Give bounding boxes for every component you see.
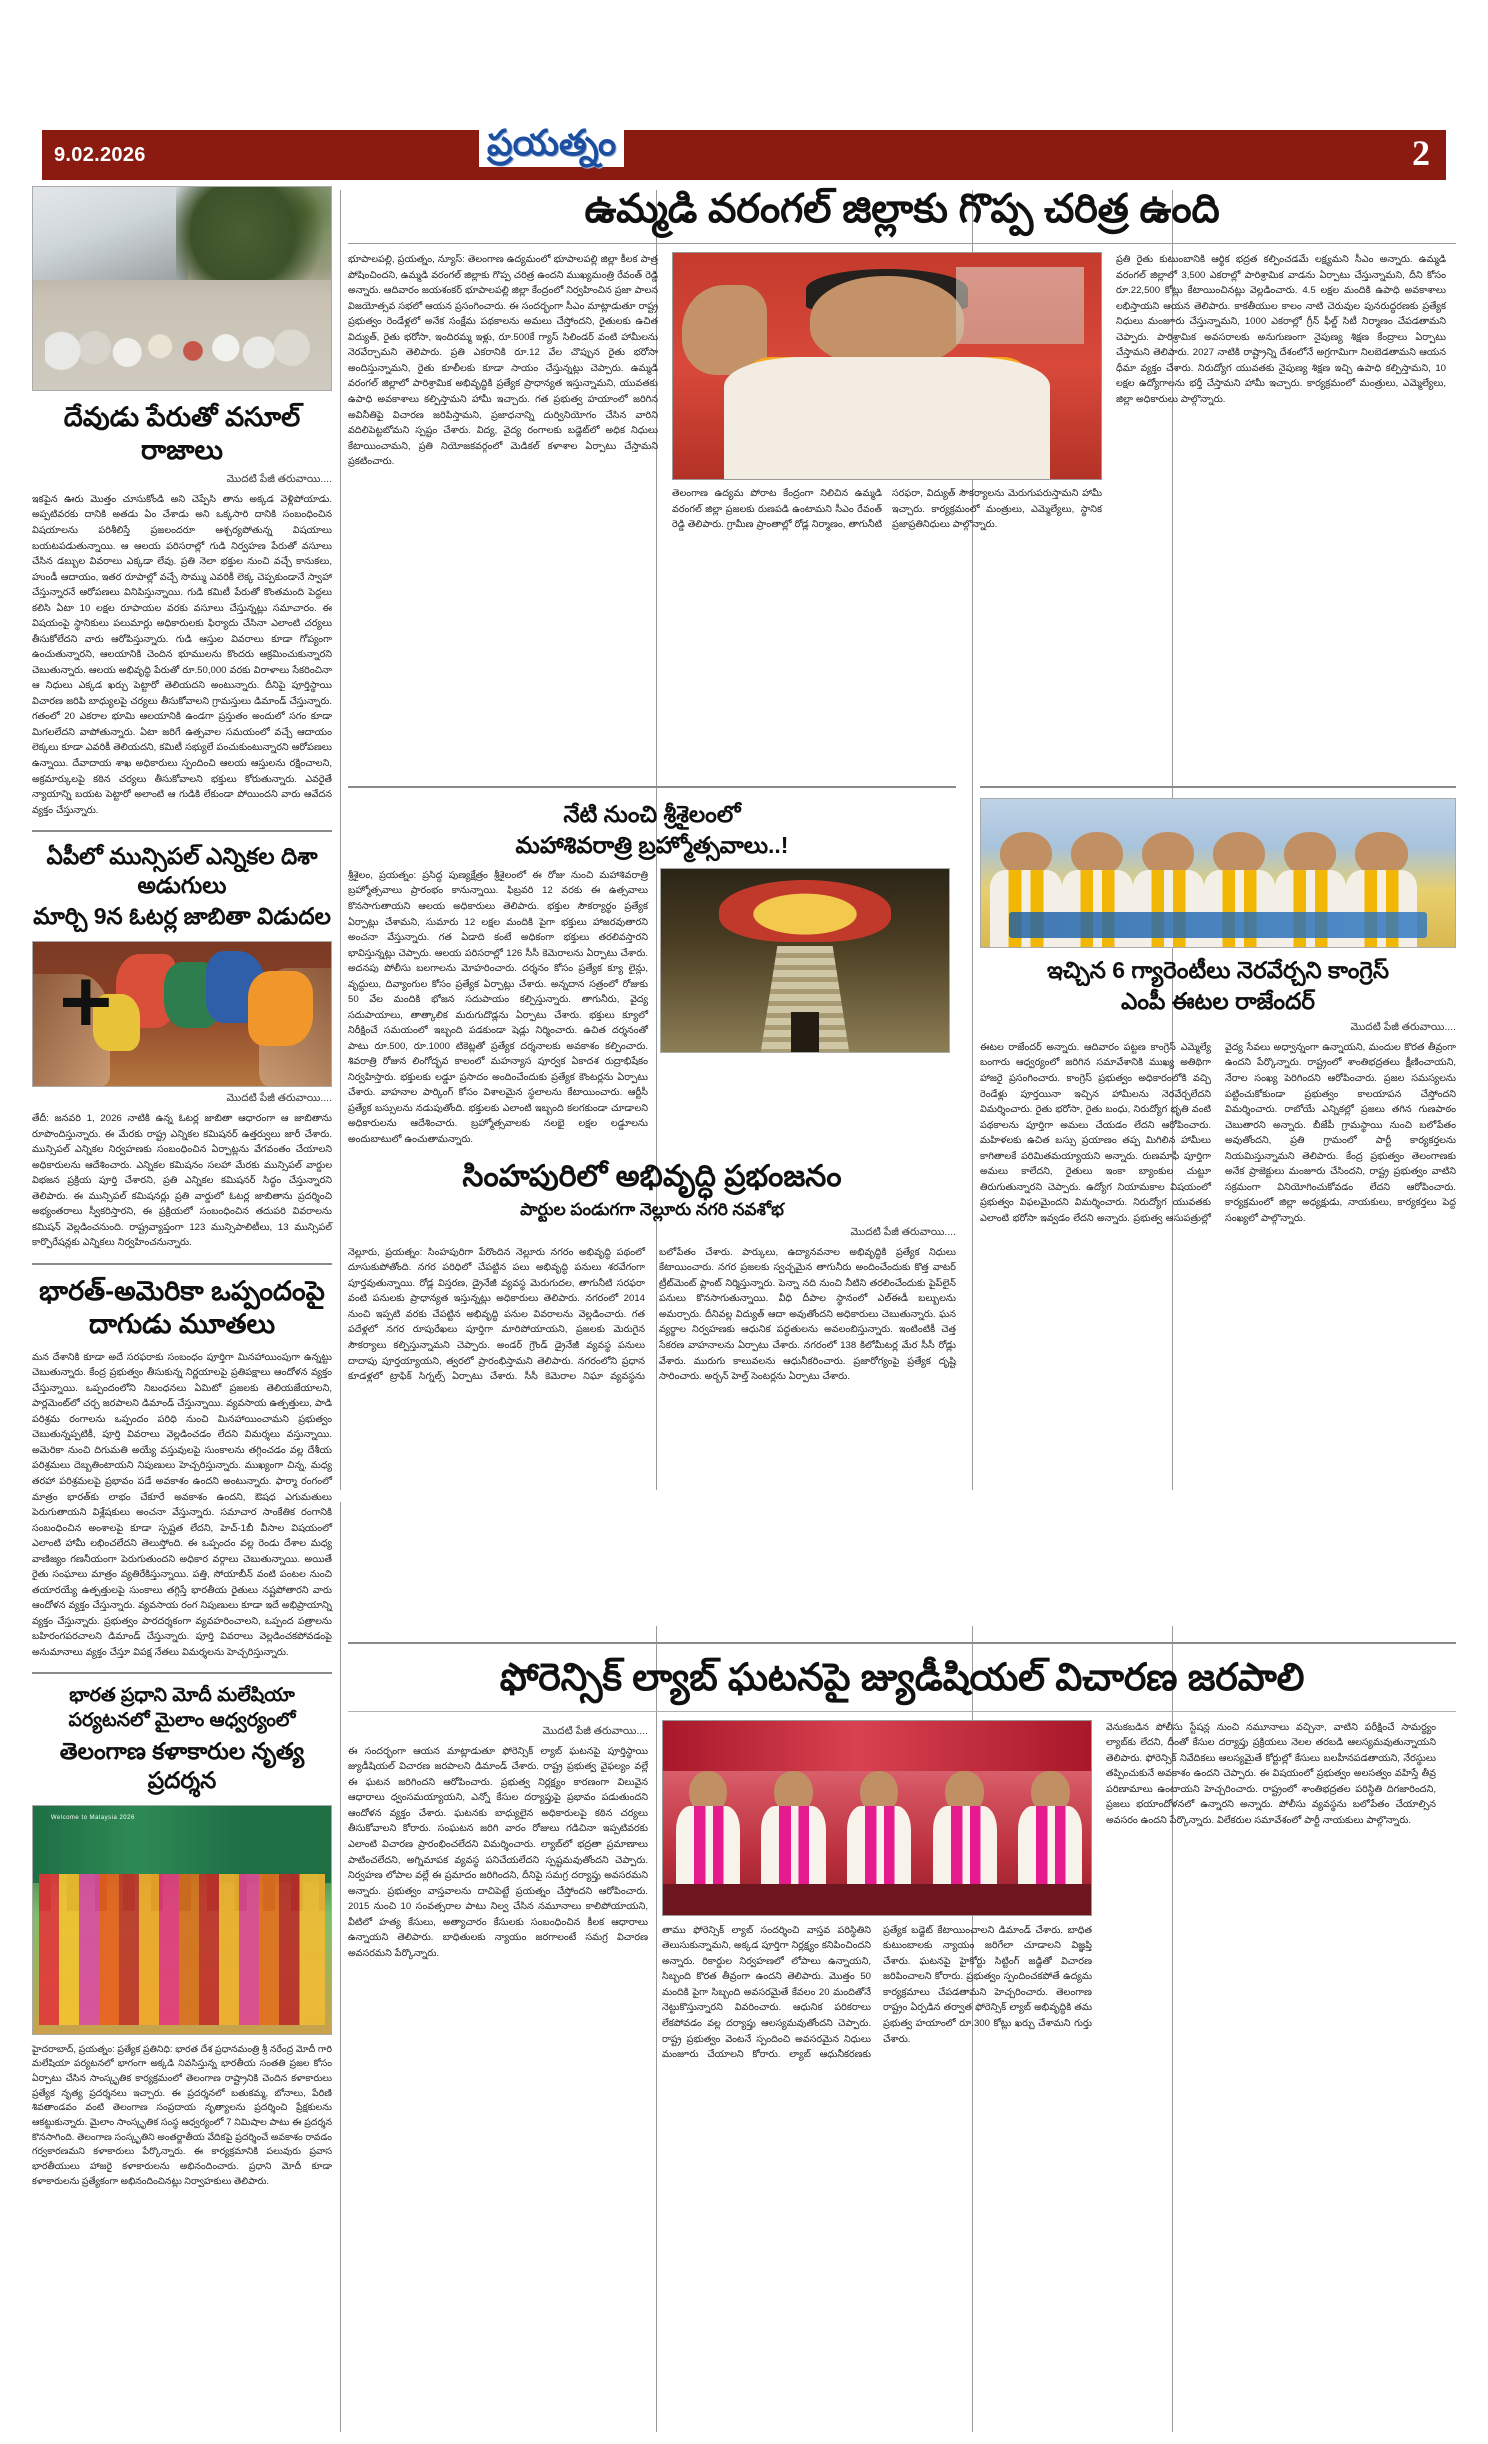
publication-date: 9.02.2026: [54, 143, 146, 166]
article-headline-srisailam-line2: మహాశివరాత్రి బ్రహ్మోత్సవాలు..!: [515, 831, 789, 858]
article-headline-modi-line1: భారత ప్రధాని మోదీ మలేషియా పర్యటనలో మైలాం ఆధ్వర్యంలో: [68, 1685, 296, 1732]
ap-map-photo: [32, 941, 332, 1087]
article-subhead-simhapuri: పార్టుల పండుగగా నెల్లూరు నగరి నవశోభ: [520, 1199, 784, 1219]
section-rule: [348, 1642, 1456, 1644]
left-column: [32, 186, 332, 2189]
article-srisailam: [348, 800, 956, 1148]
article-body-india-us: మన దేశానికి కూడా అదే సరఫరాకు సంబంధం పూర్తిగా మినహాయింపుగా ఉన్నట్టు చెబుతున్నారు. కేంద్ర ప్రభుత్వం తీసుకున్న నిర్ణయాలపై ప్రతిపక్షాలు ఆందోళన వ్యక్తం చేస్తున్నాయి. ఒప్పందంలోని నిబంధనలు ఏమిటో ప్రజలకు తెలియజేయాలని, పార్లమెంట్‌లో చర్చ జరపాలని డిమాండ్ చేస్తున్నాయి. వ్యవసాయ ఉత్పత్తులు, పాడి పరిశ్రమ రంగాలను ఒప్పందం పరిధి నుంచి మినహాయించామని ప్రభుత్వం చెబుతున్నప్పటికీ, పూర్తి వివరాలు వెల్లడించడం లేదని విమర్శలు వస్తున్నాయి. అమెరికా నుంచి దిగుమతి అయ్యే వస్తువులపై సుంకాలను తగ్గించడం వల్ల దేశీయ పరిశ్రమలు దెబ్బతింటాయని నిపుణులు హెచ్చరిస్తున్నారు. ముఖ్యంగా చిన్న, మధ్య తరహా పరిశ్రమలపై ప్రభావం పడే అవకాశం ఉందని అంటున్నారు. ఫార్మా రంగంలో మాత్రం భారత్‌కు లాభం చేకూరే అవకాశం ఉందని, ఔషధ ఎగుమతులు పెరుగుతాయని విశ్లేషకులు అంచనా వేస్తున్నారు. సమాచార సాంకేతిక రంగానికి సంబంధించిన అంశాలపై కూడా స్పష్టత లేదని, హెచ్-1బీ వీసాల విషయంలో ఎలాంటి హామీ లభించలేదని తెలుస్తోంది. ఈ ఒప్పందం వల్ల రెండు దేశాల మధ్య వాణిజ్యం గణనీయంగా పెరుగుతుందని అధికార వర్గాలు చెబుతున్నాయి. అయితే రైతు సంఘాలు మాత్రం వ్యతిరేకిస్తున్నాయి. పత్తి, సోయాబీన్ వంటి పంటల నుంచి తయారయ్యే ఉత్పత్తులపై సుంకాలు తగ్గిస్తే భారతీయ రైతులు నష్టపోతారని వారు ఆందోళన వ్యక్తం చేస్తున్నారు. వ్యవసాయ రంగ నిపుణులు కూడా ఇదే అభిప్రాయాన్ని వ్యక్తం చేస్తున్నారు. ప్రభుత్వం పారదర్శకంగా వ్యవహరించాలని, ఒప్పంద పత్రాలను బహిరంగపరచాలని డిమాండ్ చేస్తున్నారు. పూర్తి వివరాలు వెల్లడించకపోవడంపై అనుమానాలు వ్యక్తం చేస్తూ విపక్ష నేతలు విమర్శలను హెచ్చరిస్తున్నారు.: [32, 1351, 332, 1658]
right-column-group: [980, 786, 1456, 1226]
article-headline-etela-line2: ఎంపీ ఈటల రాజేందర్: [1121, 987, 1315, 1014]
middle-column-group: [348, 786, 956, 1385]
article-body-ap: తేదీ: జనవరి 1, 2026 నాటికి ఉన్న ఓటర్ల జాబితా ఆధారంగా ఆ జాబితాను రూపొందిస్తున్నారు. ఈ మేరకు రాష్ట్ర ఎన్నికల కమిషనర్ ఉత్తర్వులు జారీ చేశారు. మున్సిపల్ ఎన్నికల నిర్వహణకు సంబంధించిన ఏర్పాట్లను వేగవంతం చేయాలని అధికారులను ఆదేశించారు. ఎన్నికల కమిషనం సలహా మేరకు మున్సిపల్ వార్డుల విభజన ప్రక్రియ పూర్తి చేశారని, ప్రతి ఎన్నికల కమిషనర్ సిద్ధం చేస్తున్నారని తెలిపారు. ఈ మున్సిపల్ కమిషనర్లు ప్రతి వార్డులో ఓటర్ల జాబితాను ప్రదర్శించి అభ్యంతరాలు స్వీకరిస్తారని, ఈ ప్రక్రియలో సంబంధించిన తదుపరి వివరాలను కమిషన్ వెల్లడించనుంది. రాష్ట్రవ్యాప్తంగా 123 మున్సిపాలిటీలు, 13 మున్సిపల్ కార్పొరేషన్లకు ఎన్నికలు నిర్వహించనున్నారు.: [32, 1113, 332, 1249]
article-headline-devudu: దేవుడు పేరుతో వసూల్ రాజాలు: [63, 402, 301, 466]
article-caption-modi: హైదరాబాద్, ప్రయత్నం: ప్రత్యేక ప్రతినిధి: భారత దేశ ప్రధానమంత్రి శ్రీ నరేంద్ర మోదీ గారి మలేషియా పర్యటనలో భాగంగా అక్కడి నివసిస్తున్న భారతీయ సంతతి ప్రజల కోసం ఏర్పాటు చేసిన సాంస్కృతిక కార్యక్రమంలో తెలంగాణ రాష్ట్రానికి చెందిన కళాకారులు ప్రత్యేక నృత్య ప్రదర్శనలు ఇచ్చారు. ఈ ప్రదర్శనలో బతుకమ్మ, బోనాలు, పేరిణి శివతాండవం వంటి తెలంగాణ సంప్రదాయ నృత్యాలను ప్రదర్శించి ప్రేక్షకులను ఆకట్టుకున్నారు. మైలాం సాంస్కృతిక సంస్థ ఆధ్వర్యంలో 7 నిమిషాల పాటు ఈ ప్రదర్శన కొనసాగింది. తెలంగాణ సంస్కృతిని అంతర్జాతీయ వేదికపై ప్రదర్శించే అవకాశం రావడం గర్వకారణమని కళాకారులు పేర్కొన్నారు. ఈ కార్యక్రమానికి పలువురు ప్రవాస భారతీయులు హాజరై కళాకారులను అభినందించారు. ప్రధాని మోదీ కూడా కళాకారులను ప్రత్యేకంగా అభినందించినట్లు నిర్వాహకులు తెలిపారు.: [32, 2043, 332, 2186]
section-rule: [348, 786, 956, 788]
article-headline-etela-line1: ఇచ్చిన 6 గ్యారెంటీలు నెరవేర్చని కాంగ్రెస్: [1047, 957, 1389, 983]
article-body-etela: ఈటల రాజేందర్ అన్నారు. ఆదివారం పట్టణ కాంగ్రెస్ ఎమ్మెల్యే బంగారు ఆధ్వర్యంలో జరిగిన సమావేశానికి ముఖ్య అతిథిగా హాజరై ప్రసంగించారు. కాంగ్రెస్ ప్రభుత్వం అధికారంలోకి వచ్చి రెండేళ్లు పూర్తయినా ఇచ్చిన హామీలను నెరవేర్చలేదని విమర్శించారు. రైతు భరోసా, రైతు బంధు, నిరుద్యోగ భృతి వంటి పథకాలను పూర్తిగా అమలు చేయడం లేదని ఆరోపించారు. మహిళలకు ఉచిత బస్సు ప్రయాణం తప్ప మిగిలిన హామీలు కాగితాలకే పరిమితమయ్యాయని అన్నారు. రుణమాఫీ పూర్తిగా అమలు కాలేదని, రైతులు ఇంకా బ్యాంకుల చుట్టూ తిరుగుతున్నారని చెప్పారు. ఉద్యోగ నియామకాల విషయంలో ప్రభుత్వం విఫలమైందని విమర్శించారు. నిరుద్యోగ యువతకు ఎలాంటి భరోసా ఇవ్వడం లేదని అన్నారు. ప్రభుత్వ ఆసుపత్రుల్లో వైద్య సేవలు అధ్వాన్నంగా ఉన్నాయని, మందుల కొరత తీవ్రంగా ఉందని పేర్కొన్నారు. రాష్ట్రంలో శాంతిభద్రతలు క్షీణించాయని, నేరాల సంఖ్య పెరిగిందని ఆరోపించారు. ప్రజల సమస్యలను పట్టించుకోకుండా ప్రభుత్వం కాలయాపన చేస్తోందని విమర్శించారు. రాబోయే ఎన్నికల్లో ప్రజలు తగిన గుణపాఠం చెబుతారని అన్నారు. బీజేపీ గ్రామస్థాయి నుంచి బలోపేతం అవుతోందని, ప్రతి గ్రామంలో పార్టీ కార్యకర్తలను నియమిస్తున్నామని తెలిపారు. కేంద్ర ప్రభుత్వం తెలంగాణకు అనేక ప్రాజెక్టులు మంజూరు చేసిందని, రాష్ట్ర ప్రభుత్వం వాటిని సక్రమంగా వినియోగించుకోవడం లేదని ఆరోపించారు. కార్యక్రమంలో జిల్లా అధ్యక్షుడు, నాయకులు, కార్యకర్తలు పెద్ద సంఖ్యలో పాల్గొన్నారు.: [980, 1041, 1456, 1224]
continued-note: మొదటి పేజీ తరువాయి....: [1350, 1020, 1456, 1033]
column-divider: [340, 190, 341, 1490]
newspaper-page: [0, 186, 1488, 2436]
article-body-forensic-col2: తాము ఫోరెన్సిక్ ల్యాబ్ సందర్శించి వాస్తవ పరిస్థితిని తెలుసుకున్నామని, అక్కడ పూర్తిగా నిర్లక్ష్యం కనిపించిందని అన్నారు. రికార్డుల నిర్వహణలో లోపాలు ఉన్నాయని, సిబ్బంది కొరత తీవ్రంగా ఉందని తెలిపారు. మొత్తం 50 మందికి పైగా సిబ్బంది అవసరమైతే కేవలం 20 మందితోనే నెట్టుకొస్తున్నారని వివరించారు. ఆధునిక పరికరాలు లేకపోవడం వల్ల దర్యాప్తు ఆలస్యమవుతోందని చెప్పారు. రాష్ట్ర ప్రభుత్వం వెంటనే స్పందించి అవసరమైన నిధులు మంజూరు చేయాలని కోరారు. ల్యాబ్ ఆధునీకరణకు ప్రత్యేక బడ్జెట్ కేటాయించాలని డిమాండ్ చేశారు. బాధిత కుటుంబాలకు న్యాయం జరిగేలా చూడాలని విజ్ఞప్తి చేశారు. ఘటనపై హైకోర్టు సిట్టింగ్ జడ్జితో విచారణ జరిపించాలని కోరారు. ప్రభుత్వం స్పందించకపోతే ఉద్యమ కార్యక్రమాలు చేపడతామని హెచ్చరించారు. తెలంగాణ రాష్ట్రం ఏర్పడిన తర్వాత ఫోరెన్సిక్ ల్యాబ్ అభివృద్ధికి తమ ప్రభుత్వ హయాంలో రూ.300 కోట్లు ఖర్చు చేశామని గుర్తు చేశారు.: [662, 1924, 1092, 2061]
press-photo: [662, 1720, 1092, 1916]
newspaper-logo-text: ప్రయత్నం: [487, 122, 617, 163]
lead-story-col1: భూపాలపల్లి, ప్రయత్నం, న్యూస్: తెలంగాణ ఉద్యమంలో భూపాలపల్లి జిల్లా కీలక పాత్ర పోషించిందని, ఉమ్మడి వరంగల్ జిల్లాకు గొప్ప చరిత్ర ఉందని ముఖ్యమంత్రి రేవంత్ రెడ్డి అన్నారు. ఆదివారం జయశంకర్ భూపాలపల్లి జిల్లా కేంద్రంలో నిర్వహించిన ప్రజా పాలన విజయోత్సవ సభలో ఆయన ప్రసంగించారు. ఈ సందర్భంగా సీఎం మాట్లాడుతూ రాష్ట్ర ప్రభుత్వం రెండేళ్లలో అనేక సంక్షేమ పథకాలను అమలు చేస్తోందని, రైతులకు ఉచిత విద్యుత్, రైతు భరోసా, ఇందిరమ్మ ఇళ్లు, రూ.500కే గ్యాస్ సిలిండర్ వంటి హామీలను నెరవేర్చామని తెలిపారు. ప్రతి ఎకరానికి రూ.12 వేల చొప్పున రైతు భరోసా అందిస్తున్నామని, రైతు కూలీలకు కూడా సాయం చేస్తున్నట్లు చెప్పారు. ఉమ్మడి వరంగల్ జిల్లాలో పారిశ్రామిక అభివృద్ధికి ప్రత్యేక ప్రాధాన్యత ఇస్తున్నామని, యువతకు ఉపాధి అవకాశాలు కల్పిస్తామని హామీ ఇచ్చారు. గత ప్రభుత్వ హయాంలో జరిగిన అవినీతిపై విచారణ జరిపిస్తామని, ప్రజాధనాన్ని దుర్వినియోగం చేసిన వారిని వదిలిపెట్టబోమని స్పష్టం చేశారు. విద్య, వైద్య రంగాలకు బడ్జెట్‌లో అధిక నిధులు కేటాయించామని, ప్రతి నియోజకవర్గంలో మెడికల్ కళాశాల ఏర్పాటు చేస్తామని ప్రకటించారు.: [348, 254, 658, 468]
section-rule: [348, 243, 1456, 244]
article-modi-malaysia: [32, 1684, 332, 2188]
continued-note: మొదటి పేజీ తరువాయి....: [850, 1225, 956, 1238]
section-rule: [32, 1263, 332, 1265]
article-body-simhapuri: నెల్లూరు, ప్రయత్నం: సింహపురిగా పేరొందిన నెల్లూరు నగరం అభివృద్ధి పథంలో దూసుకుపోతోంది. నగర పరిధిలో చేపట్టిన పలు అభివృద్ధి పనులు శరవేగంగా పూర్తవుతున్నాయి. రోడ్ల విస్తరణ, డ్రైనేజీ వ్యవస్థ మెరుగుదల, తాగునీటి సరఫరా వంటి పనులకు ప్రాధాన్యత ఇస్తున్నట్లు అధికారులు తెలిపారు. నగరంలో 2014 నుంచి ఇప్పటి వరకు చేపట్టిన అభివృద్ధి పనుల వివరాలను వెల్లడించారు. గత పదేళ్లలో నగర రూపురేఖలు పూర్తిగా మారిపోయాయని, ప్రజలకు మెరుగైన సౌకర్యాలు కల్పిస్తున్నామని చెప్పారు. అండర్ గ్రౌండ్ డ్రైనేజీ వ్యవస్థ పనులు దాదాపు పూర్తయ్యాయని, త్వరలో ప్రారంభిస్తామని తెలిపారు. నగరంలోని ప్రధాన కూడళ్లలో ట్రాఫిక్ సిగ్నల్స్ ఏర్పాటు చేశారు. సీసీ కెమెరాల నిఘా వ్యవస్థను బలోపేతం చేశారు. పార్కులు, ఉద్యానవనాల అభివృద్ధికి ప్రత్యేక నిధులు కేటాయించారు. నగర ప్రజలకు స్వచ్ఛమైన తాగునీరు అందించేందుకు కొత్త వాటర్ ట్రీట్‌మెంట్ ప్లాంట్ నిర్మిస్తున్నారు. పెన్నా నది నుంచి నీటిని తరలించేందుకు పైప్‌లైన్ పనులు కొనసాగుతున్నాయి. వీధి దీపాల స్థానంలో ఎల్ఈడీ బల్బులను అమర్చారు. దీనివల్ల విద్యుత్ ఆదా అవుతోందని అధికారులు చెబుతున్నారు. ఘన వ్యర్థాల నిర్వహణకు ఆధునిక పద్ధతులను అవలంబిస్తున్నారు. ఇంటింటికీ చెత్త సేకరణ వాహనాలను ఏర్పాటు చేశారు. నగరంలో 138 కిలోమీటర్ల మేర సీసీ రోడ్లు వేశారు. మురుగు కాలువలను ఆధునీకరించారు. ప్రజారోగ్యంపై ప్రత్యేక దృష్టి సారించారు. అర్బన్ హెల్త్ సెంటర్లను ఏర్పాటు చేశారు.: [348, 1246, 956, 1383]
article-devudu-peruto: [32, 186, 332, 818]
section-rule: [980, 786, 1456, 788]
meeting-photo: [32, 186, 332, 391]
article-body-forensic-col3: వెనుకబడిన పోలీసు స్టేషన్ల నుంచి నమూనాలు వచ్చినా, వాటిని పరీక్షించే సామర్థ్యం ల్యాబ్‌కు లేదని, దీంతో కేసుల దర్యాప్తు ప్రక్రియలు నెలల తరబడి ఆలస్యమవుతున్నాయని తెలిపారు. ఫోరెన్సిక్ నివేదికలు ఆలస్యమైతే కోర్టుల్లో కేసులు బలహీనపడతాయని, నేరస్థులు తప్పించుకునే అవకాశం ఉందని చెప్పారు. ఈ విషయంలో ప్రభుత్వం అలసత్వం వహిస్తే తీవ్ర పరిణామాలు ఉంటాయని హెచ్చరించారు. రాష్ట్రంలో శాంతిభద్రతల పరిస్థితి దిగజారిందని, ప్రజలు భయాందోళనలో ఉన్నారని అన్నారు. పోలీసు వ్యవస్థను బలోపేతం చేయాల్సిన అవసరం ఉందని పేర్కొన్నారు. విలేకరుల సమావేశంలో పార్టీ నాయకులు పాల్గొన్నారు.: [1106, 1721, 1436, 1827]
temple-photo: [660, 868, 950, 1053]
article-headline-simhapuri: సింహపురిలో అభివృద్ధి ప్రభంజనం: [462, 1159, 842, 1193]
article-headline-srisailam-line1: నేటి నుంచి శ్రీశైలంలో: [563, 801, 741, 827]
section-rule: [348, 1711, 1456, 1712]
leaders-photo: [980, 798, 1456, 948]
article-body-devudu: ఇకపైన ఊరు మొత్తం చూసుకోండి అని చెప్పేసి తాను అక్కడ వెళ్లిపోయాడు. అప్పటివరకు దానికి అతడు ఏం చేశాడు అని ఒక్కసారి దానికి సంబంధించిన విషయాలను పరిశీలిస్తే ప్రజలందరూ ఆశ్చర్యపోతున్న విషయాలు బయటపడుతున్నాయి. ఆ ఆలయ పరిసరాల్లో గుడి నిర్వహణ పేరుతో వసూలు చేసిన డబ్బుల వివరాలు ఎక్కడా లేవు. ప్రతి నెలా భక్తుల నుంచి వచ్చే కానుకలు, హుండీ ఆదాయం, ఇతర రూపాల్లో వచ్చే సొమ్ము ఎవరికీ లెక్క చెప్పకుండానే స్వాహా చేస్తున్నారనే ఆరోపణలు వినిపిస్తున్నాయి. గుడి కమిటీ పేరుతో కొంతమంది పెద్దలు కలిసి ఏటా 10 లక్షల రూపాయల వరకు వసూలు చేస్తున్నట్లు సమాచారం. ఈ విషయంపై స్థానికులు పలుమార్లు అధికారులకు ఫిర్యాదు చేసినా ఎలాంటి చర్యలు తీసుకోలేదని వారు ఆరోపిస్తున్నారు. గుడి ఆస్తుల వివరాలు కూడా గోప్యంగా ఉంచుతున్నారని, ఆలయానికి చెందిన భూములను కొందరు ఆక్రమించుకున్నారని చెబుతున్నారు. ఆలయ అభివృద్ధి పేరుతో రూ.50,000 వరకు విరాళాలు సేకరించినా ఆ నిధులు ఎక్కడ ఖర్చు పెట్టారో తెలియదని అంటున్నారు. దీనిపై పూర్తిస్థాయి విచారణ జరిపి బాధ్యులపై చర్యలు తీసుకోవాలని గ్రామస్తులు డిమాండ్ చేస్తున్నారు. గతంలో 20 ఎకరాల భూమి ఆలయానికి ఉండగా ప్రస్తుతం అందులో సగం కూడా మిగలలేదని వాపోతున్నారు. ఏటా జరిగే ఉత్సవాల సమయంలో వచ్చే ఆదాయం లెక్కలు కూడా ఎవరికీ తెలియదని, కమిటీ సభ్యులే పంచుకుంటున్నారని ఆరోపణలు ఉన్నాయి. దేవాదాయ శాఖ అధికారులు స్పందించి ఆలయ ఆస్తులను రక్షించాలని, అక్రమార్కులపై కఠిన చర్యలు తీసుకోవాలని భక్తులు కోరుతున్నారు. ఎవరైతే న్యాయాన్ని బయట పెట్టారో అలాంటి ఆ గుడికి లేకుండా పోయిందని వారు ఆవేదన వ్యక్తం చేస్తున్నారు.: [32, 493, 332, 816]
lead-story-col2-caption: తెలంగాణ ఉద్యమ పోరాట కేంద్రంగా నిలిచిన ఉమ్మడి వరంగల్ జిల్లా ప్రజలకు రుణపడి ఉంటామని సీఎం రేవంత్ రెడ్డి తెలిపారు. గ్రామీణ ప్రాంతాల్లో రోడ్ల నిర్మాణం, తాగునీటి సరఫరా, విద్యుత్ సౌకర్యాలను మెరుగుపరుస్తామని హామీ ఇచ్చారు. కార్యక్రమంలో మంత్రులు, ఎమ్మెల్యేలు, స్థానిక ప్రజాప్రతినిధులు పాల్గొన్నారు.: [672, 488, 1102, 531]
lead-story: [348, 186, 1456, 533]
column-divider: [340, 1502, 341, 2432]
lead-story-headline: ఉమ్మడి వరంగల్ జిల్లాకు గొప్ప చరిత్ర ఉంది: [584, 187, 1220, 231]
article-headline-ap-line1: ఏపీలో మున్సిపల్ ఎన్నికల దిశా అడుగులు: [46, 843, 318, 899]
article-headline-modi-line2: తెలంగాణ కళాకారుల నృత్య ప్రదర్శన: [59, 1737, 305, 1793]
masthead-banner: [42, 122, 1446, 180]
article-simhapuri: [348, 1158, 956, 1385]
continued-note: మొదటి పేజీ తరువాయి....: [226, 472, 332, 485]
article-body-forensic-col1: ఈ సందర్భంగా ఆయన మాట్లాడుతూ ఫోరెన్సిక్ ల్యాబ్ ఘటనపై పూర్తిస్థాయి జ్యుడీషియల్ విచారణ జరపాలని డిమాండ్ చేశారు. రాష్ట్ర ప్రభుత్వ వైఫల్యం వల్లే ఈ ఘటన జరిగిందని ఆరోపించారు. ప్రభుత్వ నిర్లక్ష్యం కారణంగా విలువైన ఆధారాలు ధ్వంసమయ్యాయని, ఎన్నో కేసుల దర్యాప్తుపై ప్రభావం పడుతుందని ఆందోళన వ్యక్తం చేశారు. ఘటనకు బాధ్యులైన అధికారులపై కఠిన చర్యలు తీసుకోవాలని కోరారు. సంఘటన జరిగి వారం రోజులు గడిచినా ఇప్పటివరకు ఎలాంటి విచారణ ప్రారంభించలేదని విమర్శించారు. ల్యాబ్‌లో భద్రతా ప్రమాణాలు పాటించలేదని, అగ్నిమాపక వ్యవస్థ పనిచేయలేదని స్పష్టమవుతోందని చెప్పారు. నిర్వహణ లోపాల వల్లే ఈ ప్రమాదం జరిగిందని, దీనిపై సమగ్ర దర్యాప్తు అవసరమని అన్నారు. ప్రభుత్వం వాస్తవాలను దాచిపెట్టే ప్రయత్నం చేస్తోందని ఆరోపించారు. 2015 నుంచి 10 సంవత్సరాల పాటు నిల్వ చేసిన నమూనాలు కాలిపోయాయని, వీటిలో హత్య కేసులు, అత్యాచారం కేసులకు సంబంధించిన కీలక ఆధారాలు ఉన్నాయని తెలిపారు. బాధితులకు న్యాయం జరగాలంటే సమగ్ర విచారణ అవసరమని పేర్కొన్నారు.: [348, 1745, 648, 1959]
section-rule: [32, 1672, 332, 1674]
newspaper-logo: [479, 123, 624, 167]
lead-story-col3: ప్రతి రైతు కుటుంబానికి ఆర్థిక భద్రత కల్పించడమే లక్ష్యమని సీఎం అన్నారు. ఉమ్మడి వరంగల్ జిల్లాలో 3,500 ఎకరాల్లో పారిశ్రామిక వాడను ఏర్పాటు చేస్తున్నామని, దీని కోసం రూ.22,500 కోట్లు కేటాయించినట్లు వెల్లడించారు. 4.5 లక్షల మందికి ఉపాధి అవకాశాలు లభిస్తాయని ఆయన తెలిపారు. కాకతీయుల కాలం నాటి చెరువుల పునరుద్ధరణకు ప్రత్యేక నిధులు మంజూరు చేస్తున్నామని, 1000 ఎకరాల్లో గ్రీన్ ఫీల్డ్ సిటీ నిర్మాణం చేపడతామని చెప్పారు. పారిశ్రామిక అవసరాలకు అనుగుణంగా నైపుణ్య శిక్షణ కేంద్రాలు ఏర్పాటు చేస్తామని తెలిపారు. 2027 నాటికి రాష్ట్రాన్ని దేశంలోనే అగ్రగామిగా నిలబెడతామని ఆయన ధీమా వ్యక్తం చేశారు. నిరుద్యోగ యువతకు నైపుణ్య శిక్షణ ఇచ్చి ఉపాధి కల్పిస్తామని, 10 లక్షల ఉద్యోగాలను భర్తీ చేస్తామని హామీ ఇచ్చారు. కార్యక్రమంలో మంత్రులు, ఎమ్మెల్యేలు, జిల్లా అధికారులు పాల్గొన్నారు.: [1116, 254, 1446, 405]
section-rule: [32, 830, 332, 832]
article-etela-rajender: [980, 798, 1456, 1226]
article-headline-india-us: భారత్-అమెరికా ఒప్పందంపై దాగుడు మూతలు: [39, 1275, 325, 1340]
continued-note: మొదటి పేజీ తరువాయి....: [542, 1724, 648, 1737]
article-ap-municipal: [32, 842, 332, 1251]
article-headline-ap-line2: మార్చి 9న ఓటర్ల జాబితా విడుదల: [33, 903, 331, 930]
page-number: 2: [1412, 133, 1430, 173]
article-body-srisailam: శ్రీశైలం, ప్రయత్నం: ప్రసిద్ధ పుణ్యక్షేత్రం శ్రీశైలంలో ఈ రోజు నుంచి మహాశివరాత్రి బ్రహ్మోత్సవాలు ప్రారంభం కానున్నాయి. ఫిబ్రవరి 12 వరకు ఈ ఉత్సవాలు కొనసాగుతాయని ఆలయ అధికారులు తెలిపారు. భక్తుల సౌకర్యార్థం ప్రత్యేక ఏర్పాట్లు చేశామని, సుమారు 12 లక్షల మందికి పైగా భక్తులు హాజరవుతారని అంచనా వేస్తున్నారు. గత ఏడాది కంటే అధికంగా భక్తులు తరలివస్తారని భావిస్తున్నట్లు చెప్పారు. ఆలయ పరిసరాల్లో 126 సీసీ కెమెరాలను ఏర్పాటు చేశారు. అదనపు పోలీసు బలగాలను మోహరించారు. దర్శనం కోసం ప్రత్యేక క్యూ లైన్లు, వృద్ధులు, దివ్యాంగుల కోసం ప్రత్యేక ఏర్పాట్లు చేశారు. అన్నదాన సత్రంలో రోజుకు 50 వేల మందికి భోజన సదుపాయం కల్పిస్తున్నారు. తాగునీరు, వైద్య సదుపాయాలు, తాత్కాలిక మరుగుదొడ్లను ఏర్పాటు చేశారు. భక్తులు క్యూలో నిరీక్షించే సమయంలో ఇబ్బంది పడకుండా షెడ్లు నిర్మించారు. ఉచిత దర్శనంతో పాటు రూ.500, రూ.1000 టికెట్లతో ప్రత్యేక దర్శనాలకు అవకాశం కల్పించారు. శివరాత్రి రోజున లింగోద్భవ కాలంలో మహన్యాస పూర్వక ఏకాదశ రుద్రాభిషేకం నిర్వహిస్తారు. భక్తులకు లడ్డూ ప్రసాదం అందించేందుకు ప్రత్యేక కౌంటర్లను ఏర్పాటు చేశారు. వాహనాల పార్కింగ్ కోసం విశాలమైన స్థలాలను కేటాయించారు. ఆర్టీసీ ప్రత్యేక బస్సులను నడుపుతోంది. భక్తులకు ఎలాంటి ఇబ్బంది కలగకుండా చూడాలని అధికారులను ఆదేశించారు. బ్రహ్మోత్సవాలకు నలభై లక్షల లడ్డూలను అందుబాటులో ఉంచుతామన్నారు.: [348, 869, 648, 1145]
article-forensic-lab: [348, 1642, 1456, 2063]
article-headline-forensic: ఫోరెన్సిక్ ల్యాబ్ ఘటనపై జ్యుడీషియల్ విచారణ జరపాలి: [499, 1657, 1305, 1699]
cm-photo: [672, 252, 1102, 480]
dance-photo: Welcome to Malaysia 2026: [32, 1805, 332, 2035]
article-india-us: [32, 1275, 332, 1661]
continued-note: మొదటి పేజీ తరువాయి....: [226, 1092, 332, 1104]
